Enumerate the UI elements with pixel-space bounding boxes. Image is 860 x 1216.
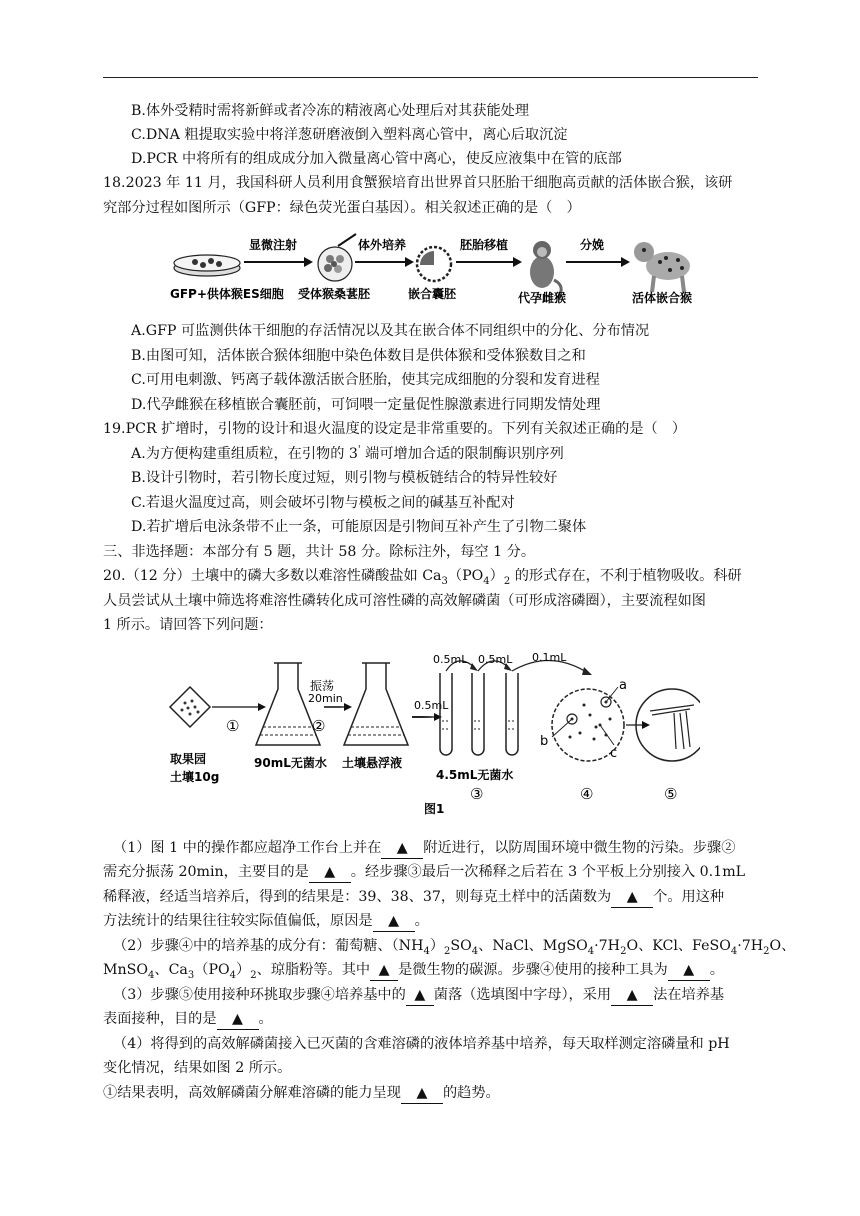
arrow-in-vitro (355, 237, 414, 267)
shake-time: 20min (308, 692, 343, 705)
volume-0.5ml-transfer: 0.5mL (414, 699, 449, 712)
q18-option-c: C.可用电刺激、钙离子载体激活嵌合胚胎，使其完成细胞的分裂和发育进程 (131, 372, 600, 388)
step-circle-1: ① (226, 717, 240, 735)
q20-part4-line2: 变化情况，结果如图 2 所示。 (103, 1060, 292, 1076)
figure-1-caption: 图1 (424, 802, 445, 816)
answer-blank: ▲ (611, 985, 653, 1006)
answer-blank: ▲ (401, 1083, 443, 1104)
q20-part1-line1: （1）图 1 中的操作都应超净工作台上并在 ▲ 附近进行，以防周围环境中微生物的污染。步骤② (113, 838, 735, 859)
tube-water-label: 4.5mL无菌水 (436, 768, 514, 782)
label-surrogate: 代孕雌猴 (518, 291, 567, 305)
arrow-birth (566, 237, 630, 267)
answer-blank: ▲ (406, 985, 434, 1006)
answer-blank: ▲ (381, 838, 423, 859)
q20-part1-line2: 需充分振荡 20min，主要目的是 ▲ 。经步骤③最后一次稀释之后若在 3 个平板上分别接入 0.1mL (103, 862, 745, 883)
volume-label-2: 0.5mL (478, 653, 513, 666)
water-label: 90mL无菌水 (254, 756, 327, 770)
q19-option-a: A.为方便构建重组质粒，在引物的 3' 端可增加合适的限制酶识别序列 (131, 444, 564, 462)
surrogate-monkey-icon (530, 241, 561, 298)
step-circle-3: ③ (470, 785, 484, 803)
step-circle-5: ⑤ (664, 785, 678, 803)
q20-part2-line1: （2）步骤④中的培养基的成分有：葡萄糖、$(NH_4)_2SO_4$、NaCl、$MgSO_4\cdot 7H_2O$、KCl、$FeSO_4\cdot 7H_2O$、 (113, 938, 796, 957)
q20-part3-line2: 表面接种，目的是 ▲ 。 (103, 1009, 273, 1030)
arrow-label-2: 体外培养 (358, 238, 407, 252)
q20-part4-line1: （4）将得到的高效解磷菌接入已灭菌的含难溶磷的液体培养基中培养，每天取样测定溶磷量和 pH (113, 1036, 730, 1052)
arrow-label-1: 显微注射 (249, 238, 298, 252)
q20-part1-line4: 方法统计的结果往往较实际值偏低，原因是 ▲ 。 (103, 911, 429, 932)
colony-label-a: a (619, 678, 627, 693)
suspension-label: 土壤悬浮液 (342, 756, 403, 770)
header-rule (103, 77, 758, 78)
arrow-label-3: 胚胎移植 (460, 238, 509, 252)
petri-dish-icon (174, 255, 240, 276)
q18-stem-line2: 究部分过程如图所示（GFP：绿色荧光蛋白基因）。相关叙述正确的是（ ） (103, 200, 581, 216)
q20-part3-line1: （3）步骤⑤使用接种环挑取步骤④培养基中的 ▲ 菌落（选填图中字母），采用 ▲ 法在培养基 (113, 985, 724, 1006)
q18-stem-line1: 18.2023 年 11 月，我国科研人员利用食蟹猴培育出世界首只胚胎干细胞高贡献的活体嵌合猴，该研 (103, 175, 733, 191)
shake-label: 振荡 (310, 679, 335, 693)
test-tubes-icon (440, 673, 518, 755)
q18-option-a: A.GFP 可监测供体干细胞的存活情况以及其在嵌合体不同组织中的分化、分布情况 (131, 323, 650, 339)
answer-blank: ▲ (611, 887, 653, 908)
q18-option-d: D.代孕雌猴在移植嵌合囊胚前，可饲喂一定量促性腺激素进行同期发情处理 (131, 397, 601, 413)
step-circle-2: ② (312, 717, 326, 735)
q20-stem-line2: 人员尝试从土壤中筛选将难溶性磷转化成可溶性磷的高效解磷菌（可形成溶磷圈），主要流程如图 (103, 593, 706, 609)
q19-stem: 19.PCR 扩增时，引物的设计和退火温度的设定是非常重要的。下列有关叙述正确的是（ ） (103, 421, 687, 437)
blastocyst-icon (417, 247, 451, 281)
arrow-microinjection (244, 237, 313, 267)
q18-option-b: B.由图可知，活体嵌合猴体细胞中染色体数目是供体猴和受体猴数目之和 (131, 348, 586, 364)
answer-blank: ▲ (373, 911, 415, 932)
soil-sample-icon (170, 687, 210, 727)
q18-figure (170, 232, 710, 307)
q17-option-d: D.PCR 中将所有的组成成分加入微量离心管中离心，使反应液集中在管的底部 (131, 151, 622, 167)
colony-label-c: c (610, 746, 618, 761)
label-morula: 受体猴桑葚胚 (298, 287, 371, 301)
section-3-heading: 三、非选择题：本部分有 5 题，共计 58 分。除标注外，每空 1 分。 (103, 544, 536, 560)
q20-stem-line1: 20.（12 分）土壤中的磷大多数以难溶性磷酸盐如 $Ca_3(PO_4)_2$ 的形式存在，不利于植物吸收。科研 (103, 568, 742, 587)
arrow-transfer (456, 237, 522, 267)
step-circle-4: ④ (580, 785, 594, 803)
q20-part4-line3: ①结果表明，高效解磷菌分解难溶磷的能力呈现 ▲ 的趋势。 (103, 1083, 500, 1104)
soil-label-1: 取果园 (170, 752, 207, 766)
q19-option-b: B.设计引物时，若引物长度过短，则引物与模板链结合的特异性较好 (131, 470, 558, 486)
answer-blank: ▲ (668, 960, 710, 981)
label-chimera: 活体嵌合猴 (632, 291, 693, 305)
q17-option-c: C.DNA 粗提取实验中将洋葱研磨液倒入塑料离心管中，离心后取沉淀 (131, 127, 568, 143)
volume-label-1: 0.5mL (433, 653, 468, 666)
answer-blank: ▲ (309, 862, 351, 883)
q20-part1-line3: 稀释液，经适当培养后，得到的结果是：39、38、37，则每克土样中的活菌数为 ▲ 个。用这种 (103, 887, 724, 908)
chimeric-monkey-icon (634, 242, 690, 292)
q19-option-c: C.若退火温度过高，则会破坏引物与模板之间的碱基互补配对 (131, 495, 515, 511)
flask-2-icon (344, 663, 408, 745)
soil-label-2: 土壤10g (170, 770, 220, 784)
q19-option-d: D.若扩增后电泳条带不止一条，可能原因是引物间互补产生了引物二聚体 (131, 519, 587, 535)
q17-option-b: B.体外受精时需将新鲜或者冷冻的精液离心处理后对其获能处理 (131, 103, 530, 119)
answer-blank: ▲ (370, 960, 398, 981)
arrow-label-4: 分娩 (580, 238, 605, 252)
volume-label-3: 0.1mL (532, 651, 567, 664)
label-es-cells: GFP+供体猴ES细胞 (170, 287, 284, 301)
colony-label-b: b (540, 734, 549, 749)
answer-blank: ▲ (217, 1009, 259, 1030)
q20-part2-line2: MnSO$_4$、$Ca_3(PO_4)_2$、琼脂粉等。其中 ▲ 是微生物的碳源。步骤④使用的接种工具为 ▲ 。 (103, 962, 724, 981)
q20-stem-line3: 1 所示。请回答下列问题： (103, 617, 273, 633)
label-blastocyst: 嵌合囊胚 (408, 287, 457, 301)
morula-icon (318, 234, 356, 281)
q20-figure-1 (160, 645, 700, 817)
